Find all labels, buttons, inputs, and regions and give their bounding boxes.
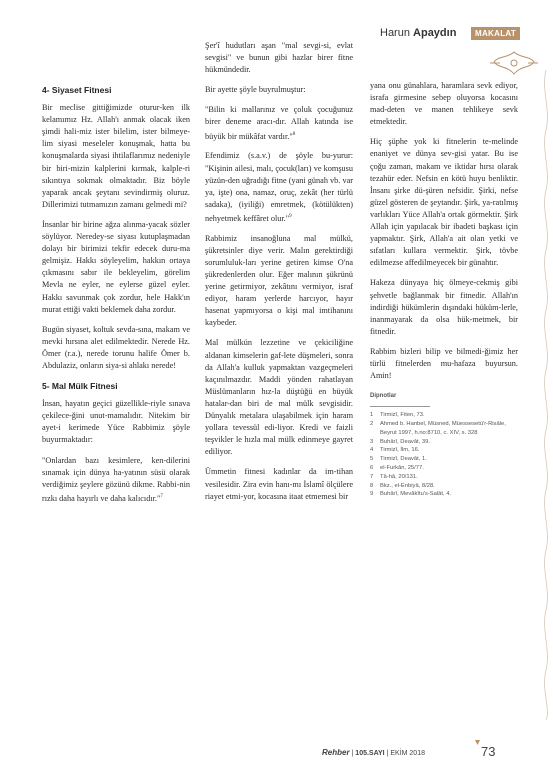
page-marker-icon	[475, 740, 480, 745]
footnotes-list	[370, 411, 518, 499]
paragraph: İnsan, hayatın geçici güzellikle-riyle sınava çekilece-ğini unut-mamalıdır. Nitekim bir ayet-i kerimede Yüce Rabbimiz şöyle buyurmaktadır:	[42, 399, 190, 445]
paragraph: Ümmetin fitnesi kadınlar da im-tihan vesilesidir. Zira evin hanı-mı İslamî ölçülere riayet etmi-yor, kocasına itaat etmemesi bir	[205, 467, 353, 501]
footnote-item	[370, 482, 518, 491]
footnotes-title: Dipnotlar	[370, 393, 397, 400]
author-last-name: Apaydın	[413, 27, 457, 39]
footnote-item	[370, 446, 518, 455]
footnote-text: Tirmizî, Deavât, 1.	[380, 456, 427, 463]
paragraph: Bugün siyaset, koltuk sevda-sına, makam ve mevki hırsına alet edilmektedir. Nerede Hz. Ömer (r.a.), nerede torunu halife Ömer b. Abdulaziz, onların siya-si ahlakı nerede!	[42, 324, 190, 370]
section-badge: MAKALAT	[471, 27, 520, 40]
footnote-number: 6	[370, 465, 374, 472]
footnote-item	[370, 420, 518, 438]
footnote-ref: 9	[289, 213, 292, 219]
paragraph: Bir meclise gittiğimizde oturur-ken ilk kelamımız Hz. Allah'ı anmak olacak iken şimdi hali-miz ister bilelim, ister bilmeye-lim siyasi meseleler konuşmak, hatta bu konuşmalarda siyasi ihtilaflarımız nedeniyle bir biri-mizin kalplerini kırmak, kalple-ri sıkıntıya sokmak olmaktadır. Biz böyle yaparak ancak şeytanı sevindirmiş oluruz. Dillerimizi tutmamızın zamanı gelmedi mi?	[42, 103, 190, 209]
paragraph: Bir ayette şöyle buyrulmuştur:	[205, 85, 306, 95]
section-heading-siyaset: 4- Siyaset Fitnesi	[42, 85, 112, 95]
column-1	[42, 84, 190, 513]
page-footer	[322, 748, 425, 757]
footnote-text: Ahmed b. Hanbel, Müsned, Müessesetü'r-Risâle, Beyrut 1997, h.no:8710, c. XIV, s. 328	[380, 421, 506, 436]
footnote-number: 8	[370, 482, 374, 489]
magazine-name: Rehber	[322, 748, 350, 757]
footnote-number: 7	[370, 473, 374, 480]
paragraph: Hiç şüphe yok ki fitnelerin te-melinde enaniyet ve dünya sev-gisi yatar. Bu ise çoğu zaman, makam ve iktidar hırsı olarak tezahür eder. Nefsin en kötü huyu benliktir. İnsanı şirke dü-şüren nefsidir. Şirki, nefse güzel gösteren de şeytandır. Şirk, ya-ratılmış varlıkları Yüce Allah'a ortak görmektir. Şirk Allah için yapılacak bir ibadeti başkası için yapmaktır. Şirk, Allah'a ait olan yetki ve sıfatları kullara vermektir. Şirk, tövbe edilmezse affedilmeyecek bir günahtır.	[370, 137, 518, 268]
footnote-number: 5	[370, 456, 374, 463]
footnote-text: Tirmizî, İlm, 16.	[380, 447, 420, 454]
quote-paragraph: "Onlardan bazı kesimlere, ken-dilerini sınamak için dünya ha-yatının süsü olarak verdiğimiz şeylere gözünü dikme. Rabbi-nin rızkı daha hayırlı ve daha kalıcıdır."$^7$	[42, 455, 190, 503]
footnote-item	[370, 411, 518, 420]
footnote-item	[370, 438, 518, 447]
footnote-number: 9	[370, 491, 374, 498]
paragraph: yana onu günahlara, haramlara sevk ediyor, israfa girmesine sebep oluyorsa kocasını mad-deten ve manen tehlikeye sevk etmektedir.	[370, 81, 518, 127]
footnote-text: Buhârî, Deavât, 39.	[380, 438, 430, 445]
paragraph: Efendimiz (s.a.v.) de şöyle bu-yurur: "Kişinin ailesi, malı, çocuk(ları) ve komşusu yüzün-den uğradığı fitne (yani günah vb. var ya, işte) ona, namaz, oruç, zekât (her türlü sadaka), (iyiliği) emretmek, (kötülükten) nehyetmek keffâret olur."$^9$	[205, 151, 353, 223]
footnotes-divider	[370, 406, 430, 407]
paragraph: İnsanlar bir birine ağza alınma-yacak sözler söylüyor. Neredey-se siyası kutuplaşmadan dolayı bir birimizi tekfir edecek duru-ma gelmişiz. Hakkı söyleyelim, hakkın ortaya çıkmasını sabır ile bekleyelim, görelim Mevla ne eyler, ne eylerse güzel eyler. Hakkı savunmak çok zordur, hele Hakk'ın murat ettiği vakti beklemek daha zordur.	[42, 219, 190, 314]
footer-separator: |	[386, 750, 389, 757]
footnote-text: Tirmizî, Fiten, 73.	[380, 412, 425, 419]
footnote-item	[370, 464, 518, 473]
paragraph: Şer'î hudutları aşan "mal sevgi-si, evlat sevgisi" ve bunun gibi hazlar birer fitne hükmündedir.	[205, 41, 353, 75]
column-2	[205, 40, 353, 511]
quote-paragraph: "Bilin ki mallarınız ve çoluk çocuğunuz birer deneme aracı-dır. Allah katında ise büyük bir mükâfat vardır."$^8$	[205, 105, 353, 141]
author-name	[380, 27, 456, 39]
paragraph: Rabbim bizleri bilip ve bilmedi-ğimiz her türlü fitnelerden mu-hafaza buyursun. Amin!	[370, 346, 518, 381]
footnote-ref: 8	[292, 131, 296, 137]
footnote-text: Buhârî, Mevâkîtu's-Salât, 4.	[380, 491, 452, 498]
section-heading-mal-mulk: 5- Mal Mülk Fitnesi	[42, 381, 118, 392]
footnote-item	[370, 455, 518, 464]
floral-ornament-icon	[488, 48, 540, 78]
footer-separator: |	[351, 750, 354, 757]
paragraph: Rabbimiz insanoğluna mal mülkü, şükretsinler diye verir. Malın gerektirdiği sorumluluk-ları yerine getiren kimse O'na şükredenlerden olur. Eğer malının şükrünü yerine getirmiyor, zekâtını vermiyor, israf ediyor, haram yerlerde harcıyor, hayır hasenat yapmıyorsa o kişi mal imtihanını kaybeder.	[205, 233, 353, 328]
issue-number: 105.SAYI	[355, 750, 385, 757]
decorative-border-icon	[539, 70, 553, 720]
footnote-number: 1	[370, 412, 374, 419]
footnote-number: 4	[370, 447, 374, 454]
footnote-item	[370, 473, 518, 482]
footnote-text: el-Furkân, 25/77.	[380, 465, 424, 472]
footnote-number: 2	[370, 421, 374, 428]
paragraph: Hakeza dünyaya hiç ölmeye-cekmiş gibi şehvetle bağlanmak bir fitnedir. Allah'ın indirdiği hükümlerin dışındaki hüküm-lerle, inanmayarak da olsa hük-metmek, bir fitnedir.	[370, 278, 518, 336]
paragraph: Mal mülkün lezzetine ve çekiciliğine aldanan kimselerin gaf-lete düşmeleri, sonra da Allah'a kulluk yapmaktan vazgeçmeleri kaçınılmazdır. Maddi yönden rahatlayan Müslümanların hız-la düştüğü en büyük hatalar-dan biri de mal mülk sevgisidir. Dünyalık metalara ulaşabilmek için haram yollara tevessül edi-liyor. Kredi ve faizli teşvikler le hızla mal mülk edinmeye gayret ediliyor.	[205, 338, 353, 457]
column-3	[370, 80, 518, 499]
footnote-ref: 7	[160, 493, 163, 499]
footnote-text: Tâ-hâ, 20/131.	[380, 473, 418, 480]
footnote-item	[370, 490, 518, 499]
footnote-text: Bkz., el-Enbiyâ, 8/28.	[380, 482, 435, 489]
issue-date: EKİM 2018	[390, 750, 425, 757]
page-number: 73	[481, 744, 496, 759]
footnote-number: 3	[370, 438, 374, 445]
author-first-name: Harun	[380, 27, 410, 39]
